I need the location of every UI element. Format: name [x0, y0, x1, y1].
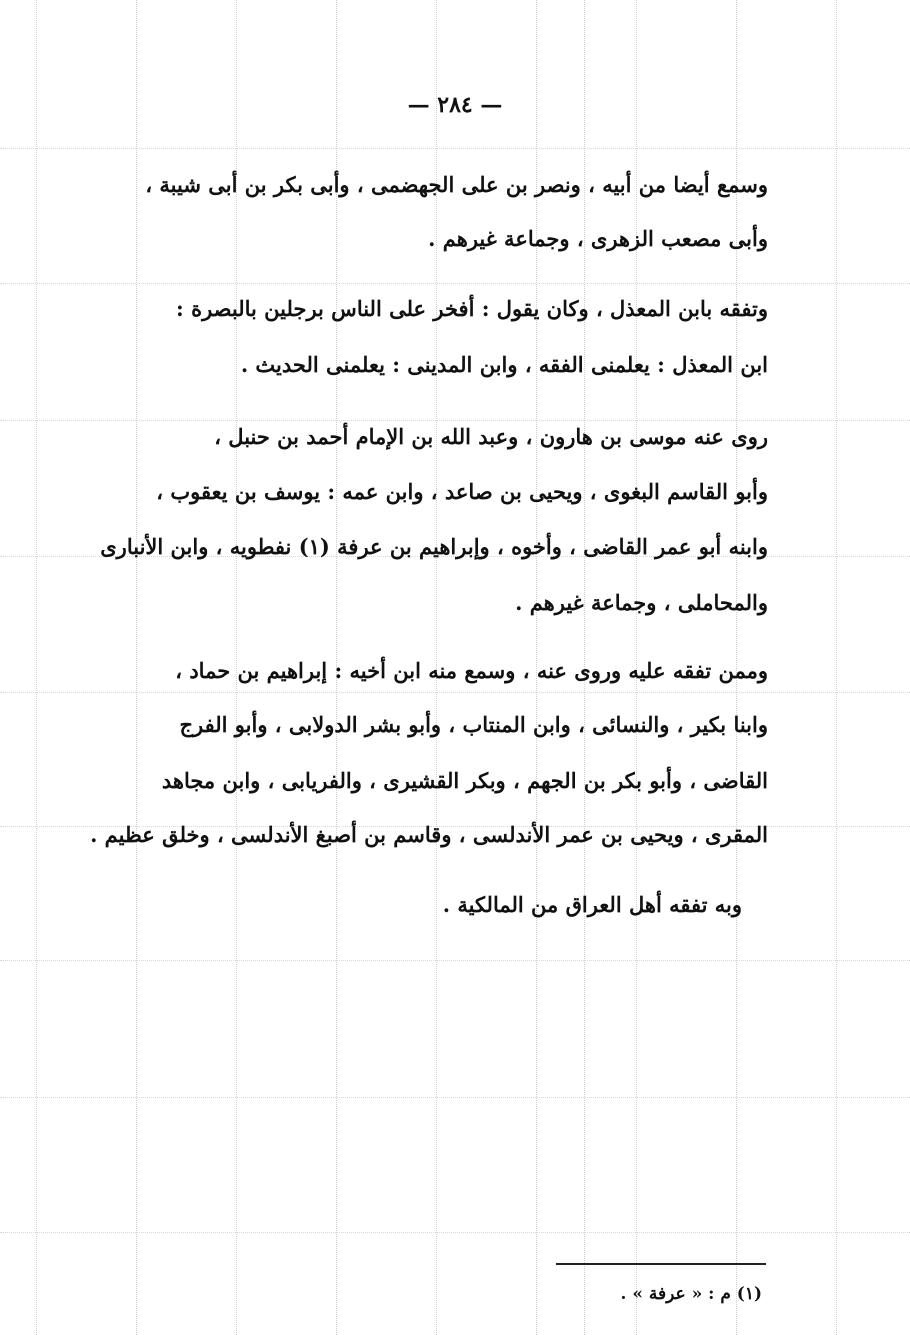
page-number: — ٢٨٤ —	[407, 92, 503, 118]
text-line: والمحاملى ، وجماعة غيرهم .	[515, 590, 768, 615]
text-line: وسمع أيضا من أبيه ، ونصر بن على الجهضمى ، وأبى بكر بن أبى شيبة ،	[145, 172, 768, 197]
paragraph-5	[118, 892, 768, 932]
text-line: وممن تفقه عليه وروى عنه ، وسمع منه ابن أخيه : إبراهيم بن حماد ،	[175, 658, 768, 683]
text-line: وابنه أبو عمر القاضى ، وأخوه ، وإبراهيم بن عرفة (١) نفطويه ، وابن الأنبارى	[100, 534, 768, 559]
text-line: وابنا بكير ، والنسائى ، وابن المنتاب ، وأبو بشر الدولابى ، وأبو الفرج	[179, 712, 768, 737]
text-line: القاضى ، وأبو بكر بن الجهم ، وبكر القشيرى ، والفريابى ، وابن مجاهد	[161, 768, 768, 793]
text-line: ابن المعذل : يعلمنى الفقه ، وابن المدينى : يعلمنى الحديث .	[240, 352, 768, 377]
paragraph-1	[118, 172, 768, 262]
paragraph-4	[90, 658, 768, 858]
paragraph-3	[100, 424, 768, 624]
text-line: وبه تفقه أهل العراق من المالكية .	[442, 892, 742, 917]
text-line: وتفقه بابن المعذل ، وكان يقول : أفخر على الناس برجلين بالبصرة :	[176, 296, 768, 321]
text-line: المقرى ، ويحيى بن عمر الأندلسى ، وقاسم بن أصبغ الأندلسى ، وخلق عظيم .	[90, 822, 768, 847]
text-line: روى عنه موسى بن هارون ، وعبد الله بن الإمام أحمد بن حنبل ،	[214, 424, 768, 449]
footnote: (١) م : « عرفة » .	[620, 1284, 762, 1304]
footnote-divider	[556, 1263, 766, 1265]
paragraph-2	[118, 296, 768, 386]
text-line: وأبو القاسم البغوى ، ويحيى بن صاعد ، وابن عمه : يوسف بن يعقوب ،	[156, 479, 768, 504]
text-line: وأبى مصعب الزهرى ، وجماعة غيرهم .	[428, 226, 768, 251]
